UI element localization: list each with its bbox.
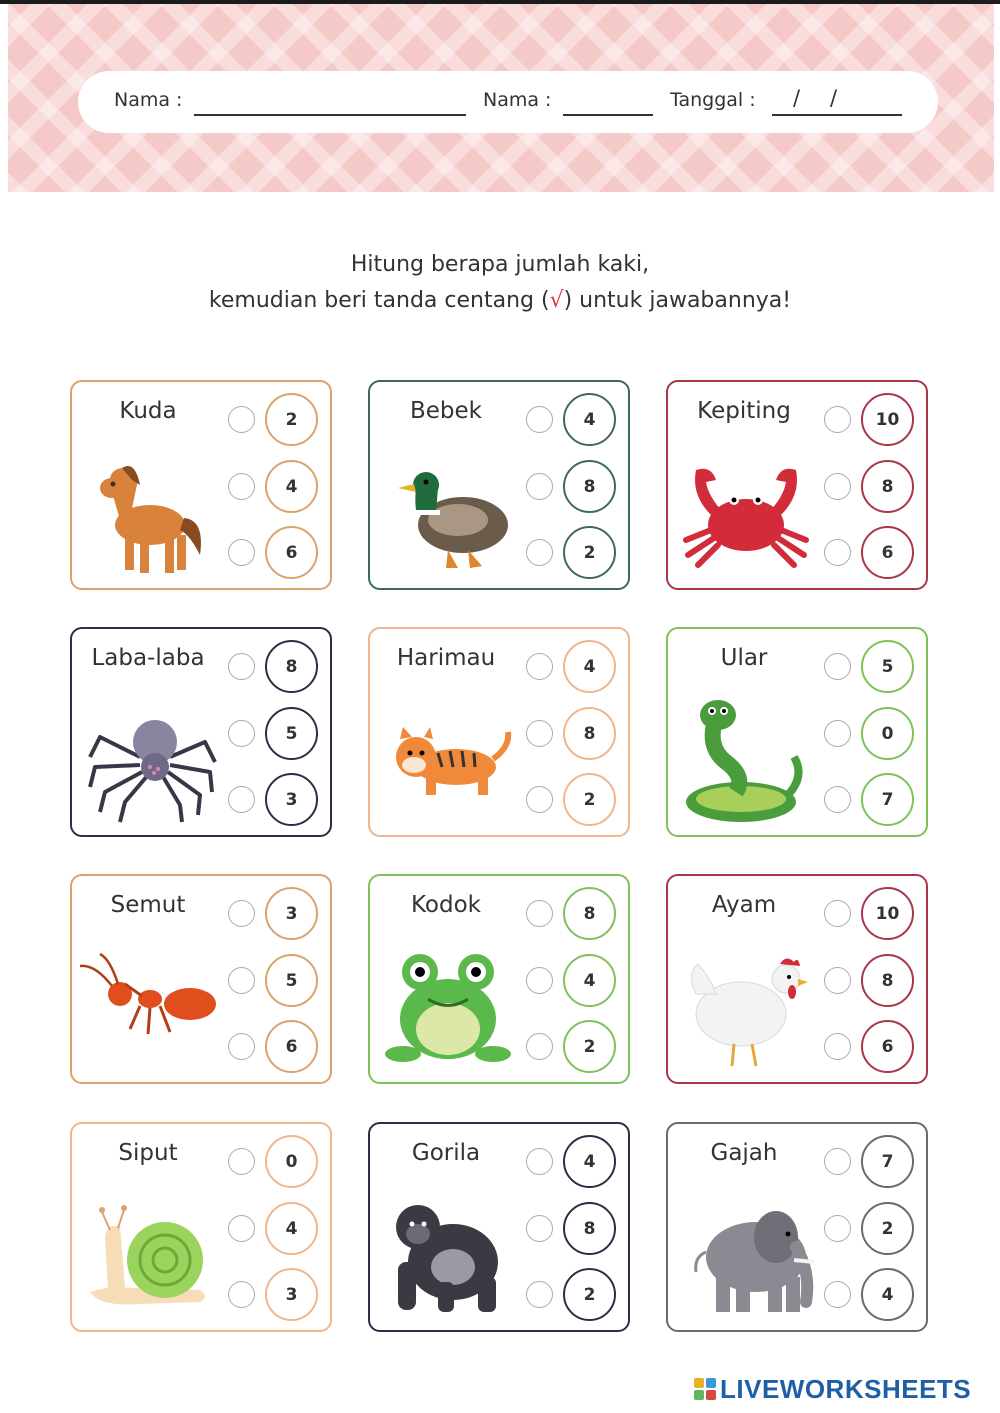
liveworksheets-logo-icon: [694, 1378, 716, 1400]
answer-radio-1[interactable]: [824, 900, 851, 927]
answer-radio-2[interactable]: [824, 1215, 851, 1242]
leg-count-option: 8: [563, 1202, 616, 1255]
leg-count-option: 8: [861, 460, 914, 513]
leg-count-option: 7: [861, 773, 914, 826]
leg-count-option: 10: [861, 887, 914, 940]
animal-card-kuda: [70, 380, 332, 590]
answer-radio-3[interactable]: [824, 539, 851, 566]
leg-count-option: 4: [563, 393, 616, 446]
answer-radio-2[interactable]: [824, 473, 851, 500]
gorilla-icon: [378, 1182, 518, 1322]
animal-name: Bebek: [410, 398, 482, 424]
header-band: [8, 4, 994, 192]
answer-radio-3[interactable]: [824, 786, 851, 813]
animal-card-laba-laba: [70, 627, 332, 837]
animal-card-gajah: [666, 1122, 928, 1332]
animal-card-harimau: [368, 627, 630, 837]
animal-card-semut: [70, 874, 332, 1084]
name-field-2[interactable]: [563, 114, 653, 116]
liveworksheets-brand: [694, 1373, 971, 1405]
name-label-1: Nama :: [114, 89, 183, 111]
leg-count-option: 8: [563, 460, 616, 513]
instruction-text-before: kemudian beri tanda centang (: [208, 288, 550, 313]
animal-name: Kodok: [411, 892, 481, 918]
leg-count-option: 0: [265, 1135, 318, 1188]
leg-count-option: 5: [861, 640, 914, 693]
leg-count-option: 4: [563, 1135, 616, 1188]
tiger-icon: [378, 687, 518, 827]
animal-name: Kepiting: [697, 398, 791, 424]
animal-card-gorila: [368, 1122, 630, 1332]
answer-radio-3[interactable]: [228, 1033, 255, 1060]
leg-count-option: 5: [265, 954, 318, 1007]
instruction-text-after: ) untuk jawabannya!: [563, 288, 792, 313]
answer-radio-1[interactable]: [228, 1148, 255, 1175]
answer-radio-2[interactable]: [824, 967, 851, 994]
leg-count-option: 6: [265, 526, 318, 579]
animal-name: Gajah: [710, 1140, 778, 1166]
snake-icon: [676, 687, 816, 827]
answer-radio-2[interactable]: [526, 1215, 553, 1242]
checkmark-symbol: √: [549, 288, 564, 313]
answer-radio-3[interactable]: [526, 1281, 553, 1308]
answer-radio-2[interactable]: [228, 720, 255, 747]
ant-icon: [80, 934, 220, 1074]
animal-card-bebek: [368, 380, 630, 590]
instruction-line-2: [0, 288, 1000, 313]
leg-count-option: 7: [861, 1135, 914, 1188]
name-label-2: Nama :: [483, 89, 552, 111]
leg-count-option: 8: [563, 707, 616, 760]
animal-name: Laba-laba: [91, 645, 205, 671]
answer-radio-2[interactable]: [526, 473, 553, 500]
leg-count-option: 2: [563, 1020, 616, 1073]
answer-radio-3[interactable]: [824, 1033, 851, 1060]
leg-count-option: 4: [563, 640, 616, 693]
answer-radio-3[interactable]: [228, 1281, 255, 1308]
answer-radio-3[interactable]: [526, 539, 553, 566]
answer-radio-1[interactable]: [228, 900, 255, 927]
answer-radio-2[interactable]: [824, 720, 851, 747]
animal-card-ular: [666, 627, 928, 837]
leg-count-option: 3: [265, 1268, 318, 1321]
name-field-1[interactable]: [194, 114, 466, 116]
crab-icon: [676, 440, 816, 580]
leg-count-option: 5: [265, 707, 318, 760]
answer-radio-2[interactable]: [526, 720, 553, 747]
animal-name: Kuda: [119, 398, 177, 424]
leg-count-option: 6: [861, 1020, 914, 1073]
snail-icon: [80, 1182, 220, 1322]
answer-radio-1[interactable]: [526, 653, 553, 680]
answer-radio-3[interactable]: [228, 786, 255, 813]
leg-count-option: 8: [563, 887, 616, 940]
leg-count-option: 8: [861, 954, 914, 1007]
animal-name: Ular: [720, 645, 768, 671]
leg-count-option: 3: [265, 773, 318, 826]
leg-count-option: 4: [861, 1268, 914, 1321]
brand-text: LIVEWORKSHEETS: [720, 1373, 972, 1404]
answer-radio-1[interactable]: [526, 900, 553, 927]
date-label: Tanggal :: [670, 89, 756, 111]
leg-count-option: 6: [265, 1020, 318, 1073]
leg-count-option: 2: [861, 1202, 914, 1255]
elephant-icon: [676, 1182, 816, 1322]
answer-radio-1[interactable]: [228, 406, 255, 433]
animal-name: Gorila: [411, 1140, 481, 1166]
answer-radio-1[interactable]: [824, 406, 851, 433]
frog-icon: [378, 934, 518, 1074]
leg-count-option: 6: [861, 526, 914, 579]
leg-count-option: 10: [861, 393, 914, 446]
animal-card-ayam: [666, 874, 928, 1084]
spider-icon: [80, 687, 220, 827]
date-slash-1: /: [793, 86, 801, 110]
leg-count-option: 2: [563, 526, 616, 579]
answer-radio-1[interactable]: [526, 1148, 553, 1175]
chicken-icon: [676, 934, 816, 1074]
leg-count-option: 4: [265, 1202, 318, 1255]
leg-count-option: 2: [265, 393, 318, 446]
leg-count-option: 8: [265, 640, 318, 693]
answer-radio-2[interactable]: [526, 967, 553, 994]
duck-icon: [378, 440, 518, 580]
animal-name: Siput: [118, 1140, 178, 1166]
animal-name: Ayam: [711, 892, 777, 918]
date-slash-2: /: [830, 86, 838, 110]
leg-count-option: 0: [861, 707, 914, 760]
leg-count-option: 2: [563, 1268, 616, 1321]
answer-radio-3[interactable]: [526, 1033, 553, 1060]
leg-count-option: 3: [265, 887, 318, 940]
horse-icon: [80, 440, 220, 580]
answer-radio-2[interactable]: [228, 1215, 255, 1242]
name-date-bar: [78, 71, 938, 133]
date-field[interactable]: [772, 114, 902, 116]
answer-radio-3[interactable]: [526, 786, 553, 813]
animal-card-kodok: [368, 874, 630, 1084]
answer-radio-3[interactable]: [228, 539, 255, 566]
answer-radio-1[interactable]: [228, 653, 255, 680]
answer-radio-1[interactable]: [824, 1148, 851, 1175]
animal-name: Harimau: [396, 645, 496, 671]
leg-count-option: 2: [563, 773, 616, 826]
answer-radio-2[interactable]: [228, 473, 255, 500]
instruction-line-1: Hitung berapa jumlah kaki,: [350, 252, 650, 277]
answer-radio-2[interactable]: [228, 967, 255, 994]
animal-name: Semut: [110, 892, 186, 918]
animal-card-siput: [70, 1122, 332, 1332]
answer-radio-3[interactable]: [824, 1281, 851, 1308]
answer-radio-1[interactable]: [526, 406, 553, 433]
leg-count-option: 4: [265, 460, 318, 513]
leg-count-option: 4: [563, 954, 616, 1007]
answer-radio-1[interactable]: [824, 653, 851, 680]
animal-card-kepiting: [666, 380, 928, 590]
